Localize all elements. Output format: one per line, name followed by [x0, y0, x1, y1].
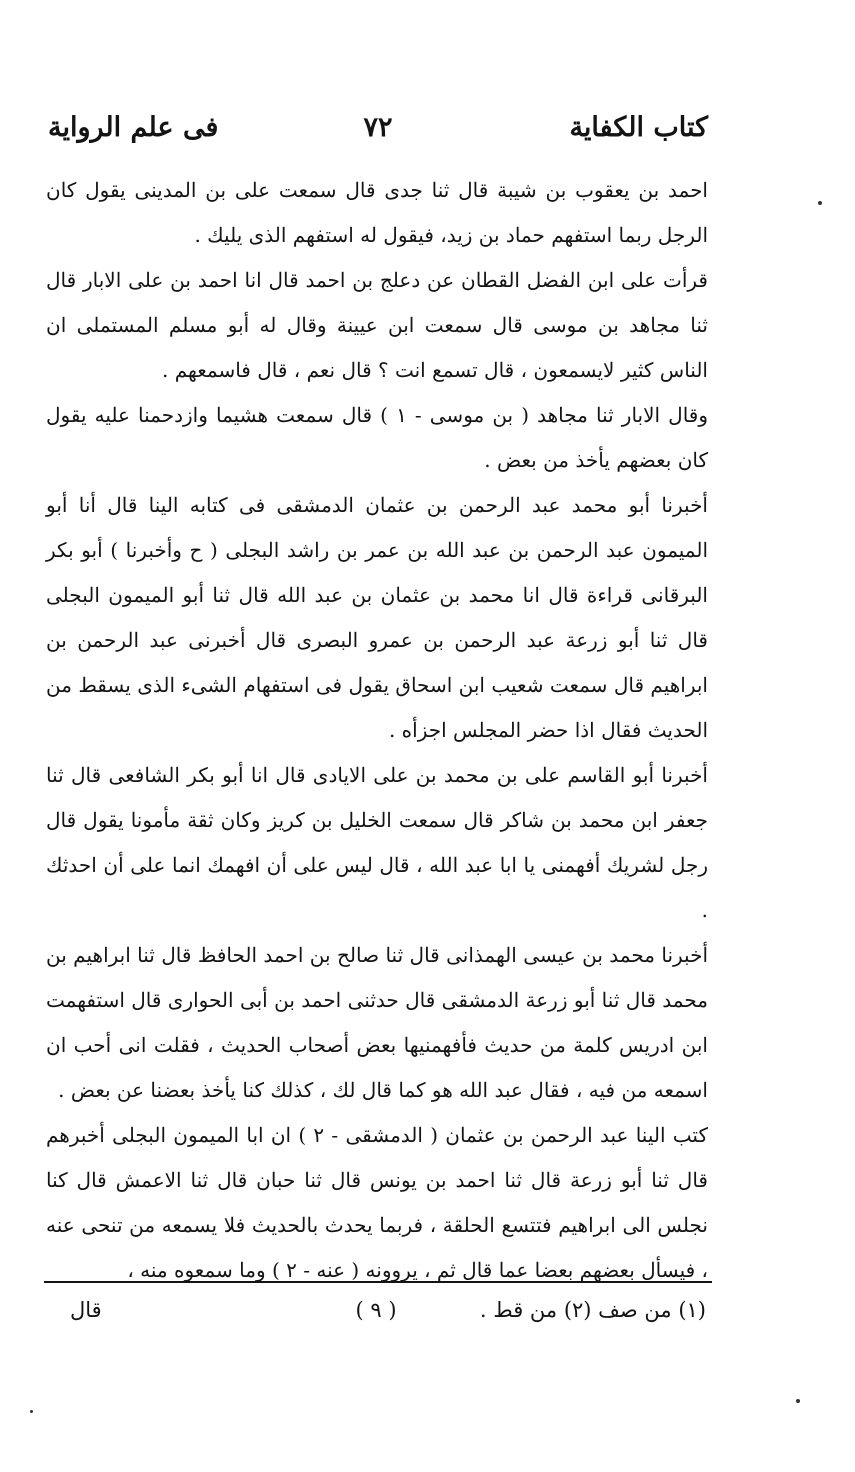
signature-mark: ( ٩ ) — [355, 1298, 397, 1322]
paragraph-5: أخبرنا أبو القاسم على بن محمد بن على الايادى قال انا أبو بكر الشافعى قال ثنا جعفر ابن محمد بن شاكر قال سمعت الخليل بن كريز وكان ثقة مأمونا يقول قال رجل لشريك أفهمنى يا ابا عبد الله ، قال ليس على أن افهمك انما على أن احدثك . — [46, 763, 708, 922]
paragraph-3: وقال الابار ثنا مجاهد ( بن موسى - ١ ) قال سمعت هشيما وازدحمنا عليه يقول كان بعضهم يأخذ من بعض . — [46, 403, 709, 472]
page-header — [48, 112, 708, 156]
scan-speck — [30, 1410, 33, 1413]
footnote-area — [46, 1298, 706, 1338]
scan-speck — [818, 201, 822, 205]
paragraph-4: أخبرنا أبو محمد عبد الرحمن بن عثمان الدمشقى فى كتابه الينا قال أنا أبو الميمون عبد الرحمن بن عبد الله بن عمر بن راشد البجلى ( ح وأخبرنا ) أبو بكر البرقانى قراءة قال انا محمد بن عثمان بن عبد الله قال ثنا أبو الميمون البجلى قال ثنا أبو زرعة عبد الرحمن بن عمرو البصرى قال أخبرنى عبد الرحمن بن ابراهيم قال سمعت شعيب ابن اسحاق يقول فى استفهام الشىء الذى يسقط من الحديث فقال اذا حضر المجلس اجزأه . — [46, 493, 708, 742]
book-title: كتاب الكفاية — [569, 112, 708, 143]
footnote-text: (١) من صف (٢) من قط . — [479, 1298, 706, 1322]
page-number: ٧٢ — [363, 112, 393, 143]
scan-speck — [796, 1399, 800, 1403]
main-text — [46, 168, 708, 1293]
paragraph-7: كتب الينا عبد الرحمن بن عثمان ( الدمشقى - ٢ ) ان ابا الميمون البجلى أخبرهم قال ثنا أبو زرعة قال ثنا احمد بن يونس قال ثنا حبان قال ثنا الاعمش قال كنا نجلس الى ابراهيم فتتسع الحلقة ، فربما يحدث بالحديث فلا يسمعه من تنحى عنه ، فيسأل بعضهم بعضا عما قال ثم ، يروونه ( عنه - ٢ ) وما سمعوه منه ، — [46, 1123, 708, 1282]
paragraph-1: احمد بن يعقوب بن شيبة قال ثنا جدى قال سمعت على بن المدينى يقول كان الرجل ربما استفهم حماد بن زيد، فيقول له استفهم الذى يليك . — [46, 178, 708, 247]
paragraph-6: أخبرنا محمد بن عيسى الهمذانى قال ثنا صالح بن احمد الحافظ قال ثنا ابراهيم بن محمد قال ثنا أبو زرعة الدمشقى قال حدثنى احمد بن أبى الحوارى قال استفهمت ابن ادريس كلمة من حديث فأفهمنيها بعض أصحاب الحديث ، فقلت انى أحب ان اسمعه من فيه ، فقال عبد الله هو كما قال لك ، كذلك كنا يأخذ بعضنا عن بعض . — [46, 943, 708, 1102]
paragraph-2: قرأت على ابن الفضل القطان عن دعلج بن احمد قال انا احمد بن على الابار قال ثنا مجاهد بن موسى قال سمعت ابن عيينة وقال له أبو مسلم المستملى ان الناس كثير لايسمعون ، قال تسمع انت ؟ قال نعم ، قال فاسمعهم . — [46, 268, 708, 382]
footnote-divider — [44, 1281, 712, 1283]
catchword: قال — [70, 1298, 102, 1322]
subject-title: فى علم الرواية — [48, 112, 219, 143]
